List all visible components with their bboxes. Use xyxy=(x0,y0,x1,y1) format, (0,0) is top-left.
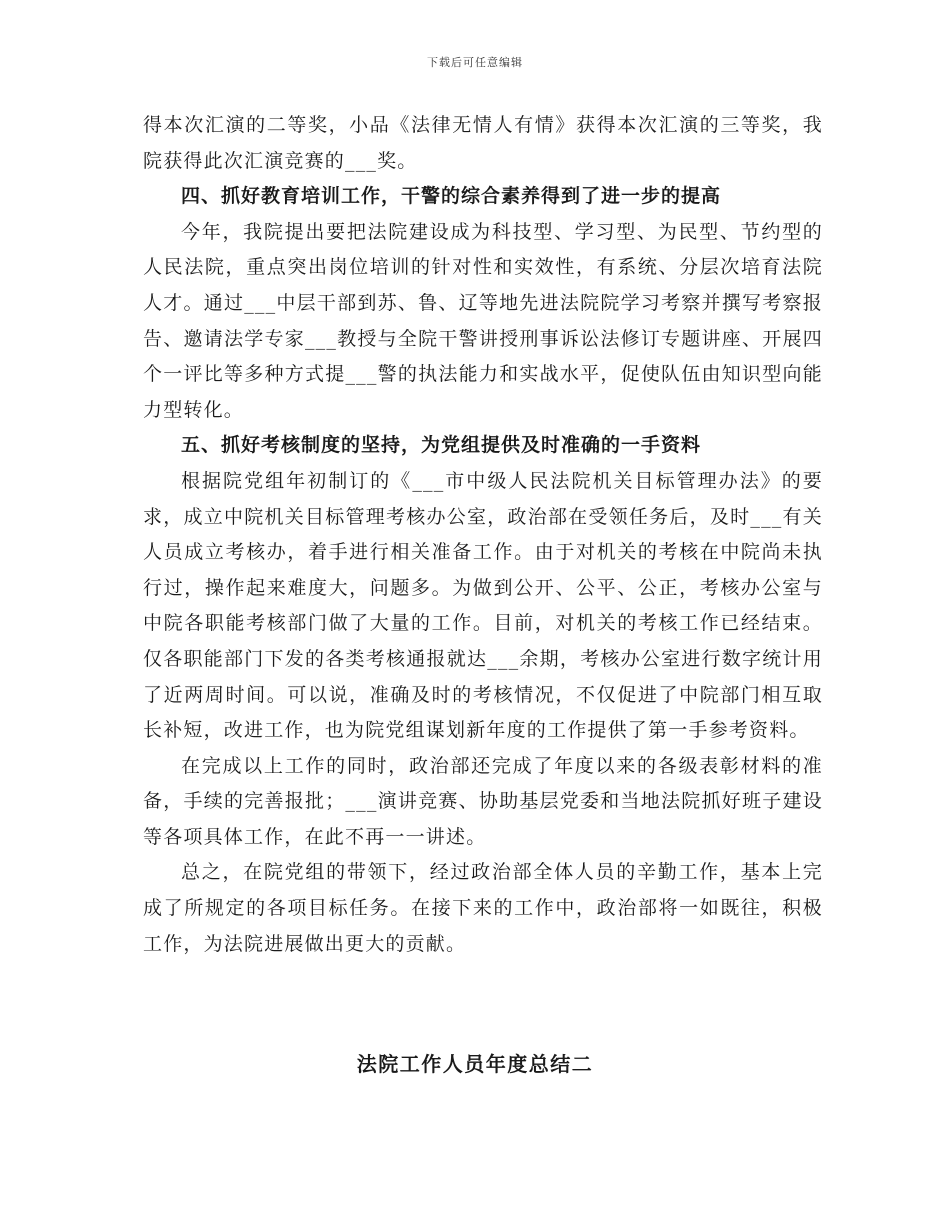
paragraph-continuation: 得本次汇演的二等奖，小品《法律无情人有情》获得本次汇演的三等奖，我院获得此次汇演竞赛的___奖。 xyxy=(143,114,823,172)
paragraph-other-work: 在完成以上工作的同时，政治部还完成了年度以来的各级表彰材料的准备，手续的完善报批；___演讲竞赛、协助基层党委和当地法院抓好班子建设等各项具体工作，在此不再一一讲述。 xyxy=(143,754,823,848)
paragraph-assessment: 根据院党组年初制订的《___市中级人民法院机关目标管理办法》的要求，成立中院机关目标管理考核办公室，政治部在受领任务后，及时___有关人员成立考核办，着手进行相关准备工作。由于对机关的考核在中院尚未执行过，操作起来难度大，问题多。为做到公开、公平、公正，考核办公室与中院各职能考核部门做了大量的工作。目前，对机关的考核工作已经结束。仅各职能部门下发的各类考核通报就达___余期，考核办公室进行数字统计用了近两周时间。可以说，准确及时的考核情况，不仅促进了中院部门相互取长补短，改进工作，也为院党组谋划新年度的工作提供了第一手参考资料。 xyxy=(143,469,823,742)
section-title: 法院工作人员年度总结二 xyxy=(356,1052,594,1076)
heading-section-4: 四、抓好教育培训工作，干警的综合素养得到了进一步的提高 xyxy=(181,185,722,208)
document-body xyxy=(143,108,823,962)
header-note: 下载后可任意编辑 xyxy=(427,56,523,69)
heading-section-5: 五、抓好考核制度的坚持，为党组提供及时准确的一手资料 xyxy=(181,434,702,457)
paragraph-education-training: 今年，我院提出要把法院建设成为科技型、学习型、为民型、节约型的人民法院，重点突出岗位培训的针对性和实效性，有系统、分层次培育法院人才。通过___中层干部到苏、鲁、辽等地先进法院院学习考察并撰写考察报告、邀请法学专家___教授与全院干警讲授刑事诉讼法修订专题讲座、开展四个一评比等多种方式提___警的执法能力和实战水平，促使队伍由知识型向能力型转化。 xyxy=(143,220,823,421)
paragraph-conclusion: 总之，在院党组的带领下，经过政治部全体人员的辛勤工作，基本上完成了所规定的各项目标任务。在接下来的工作中，政治部将一如既往，积极工作，为法院进展做出更大的贡献。 xyxy=(143,861,823,955)
